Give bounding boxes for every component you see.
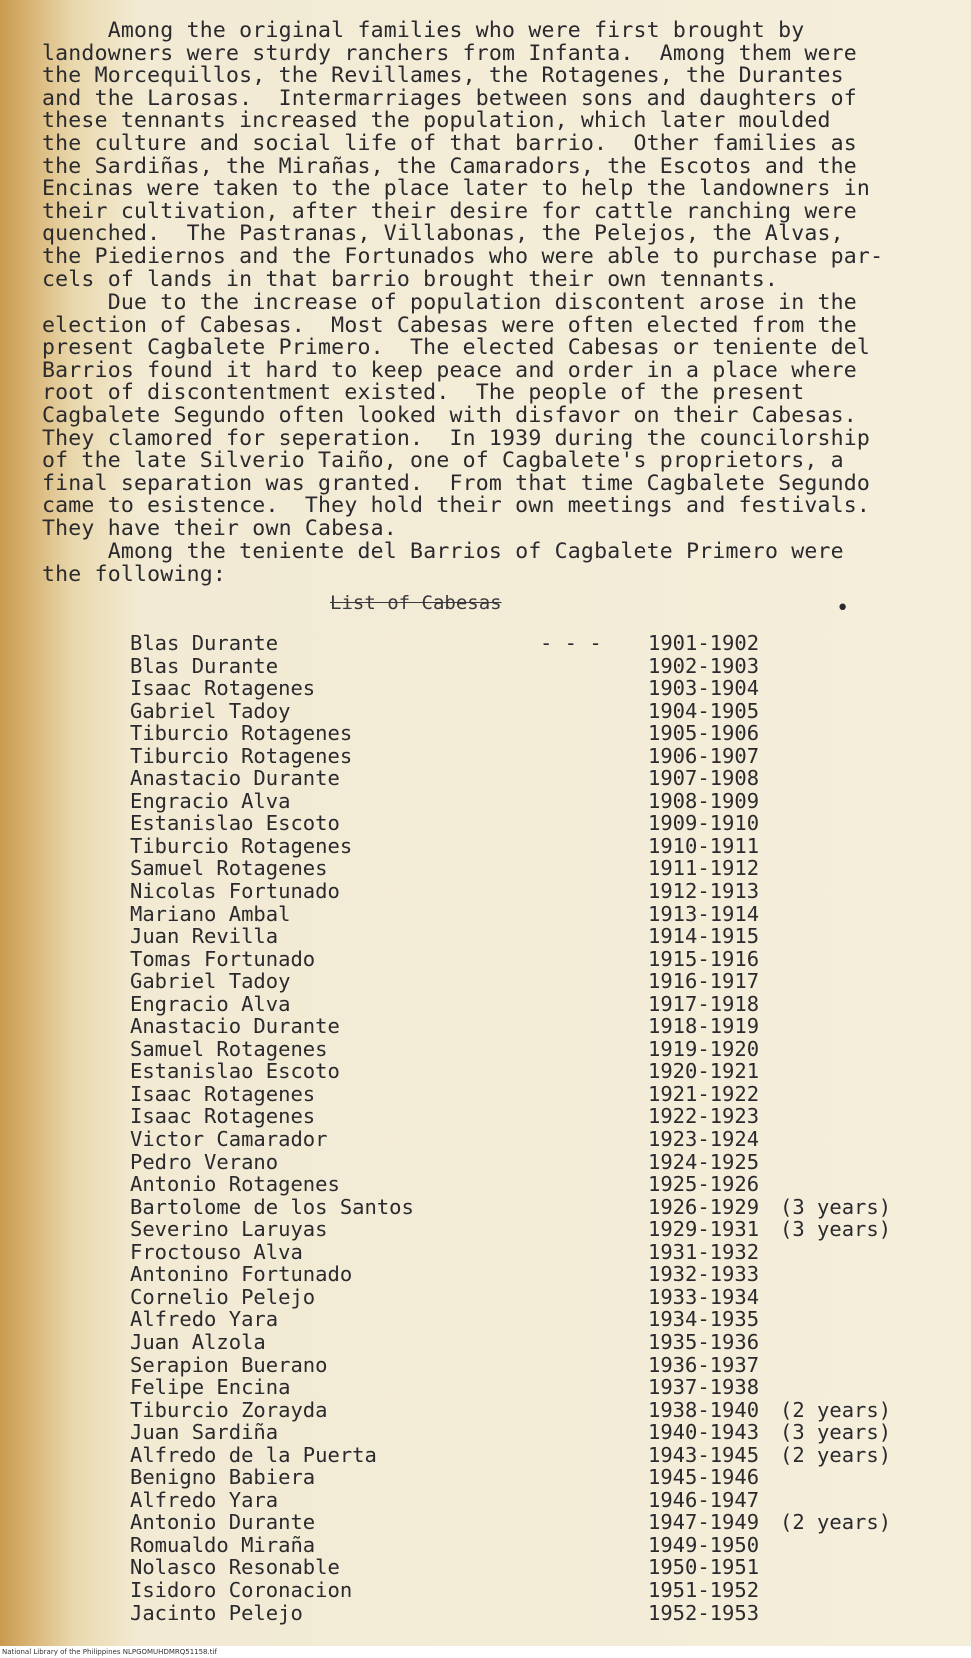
list-item bbox=[120, 1060, 940, 1083]
cabesa-name: Alfredo Yara bbox=[130, 1307, 279, 1332]
term-years: 1940-1943 bbox=[648, 1420, 760, 1445]
cabesa-name: Antonio Rotagenes bbox=[130, 1172, 340, 1197]
term-years: 1906-1907 bbox=[648, 743, 760, 768]
list-item bbox=[120, 722, 940, 745]
cabesa-name: Nicolas Fortunado bbox=[130, 879, 340, 904]
term-years: 1951-1952 bbox=[648, 1577, 760, 1602]
cabesa-name: Tiburcio Rotagenes bbox=[130, 721, 353, 746]
term-years: 1902-1903 bbox=[648, 653, 760, 678]
cabesa-name: Samuel Rotagenes bbox=[130, 856, 328, 881]
term-years: 1923-1924 bbox=[648, 1127, 760, 1152]
term-years: 1932-1933 bbox=[648, 1262, 760, 1287]
list-item bbox=[120, 1263, 940, 1286]
cabesa-name: Samuel Rotagenes bbox=[130, 1036, 328, 1061]
list-item bbox=[120, 745, 940, 768]
list-item bbox=[120, 790, 940, 813]
cabesa-name: Gabriel Tadoy bbox=[130, 698, 291, 723]
list-item bbox=[120, 1579, 940, 1602]
term-years: 1911-1912 bbox=[648, 856, 760, 881]
term-years: 1925-1926 bbox=[648, 1172, 760, 1197]
cabesa-name: Isidoro Coronacion bbox=[130, 1577, 353, 1602]
term-years: 1901-1902 bbox=[648, 631, 760, 655]
term-years: 1950-1951 bbox=[648, 1555, 760, 1580]
cabesa-name: Severino Laruyas bbox=[130, 1217, 328, 1242]
paragraph-list-intro: Among the teniente del Barrios of Cagbalete Primero were the following: bbox=[42, 539, 844, 587]
list-item bbox=[120, 655, 940, 678]
term-years: 1936-1937 bbox=[648, 1352, 760, 1377]
cabesa-name: Nolasco Resonable bbox=[130, 1555, 340, 1580]
paragraph-families: Among the original families who were first brought by landowners were sturdy ranchers from Infanta. Among them were the Morcequillos, the Revillames, the Rotagenes, the Durantes and the Larosas. Intermarriages between sons and daughters of these tennants increased the population, which later moulded the culture and social life of that barrio. Other families as the Sardiñas, the Mirañas, the Camaradors, the Escotos and the Encinas were taken to the place later to help the landowners in their cultivation, after their desire for cattle ranching were quenched. The Pastranas, Villabonas, the Pelejos, the Alvas, the Piediernos and the Fortunados who were able to purchase par- cels of lands in that barrio brought their own tennants. bbox=[42, 18, 884, 292]
list-item bbox=[120, 1399, 940, 1422]
list-item bbox=[120, 970, 940, 993]
list-dash: - - - bbox=[540, 631, 602, 655]
term-years: 1924-1925 bbox=[648, 1149, 760, 1174]
term-years: 1949-1950 bbox=[648, 1532, 760, 1557]
cabesa-name: Alfredo Yara bbox=[130, 1487, 279, 1512]
cabesa-name: Estanislao Escoto bbox=[130, 811, 340, 836]
term-years: 1912-1913 bbox=[648, 879, 760, 904]
list-item bbox=[120, 700, 940, 723]
scan-footer: National Library of the Philippines NLPGOMUHDMRQ51158.tif bbox=[0, 1646, 971, 1658]
term-years: 1922-1923 bbox=[648, 1104, 760, 1129]
term-years: 1904-1905 bbox=[648, 698, 760, 723]
term-note: (2 years) bbox=[780, 1397, 892, 1422]
cabesa-name: Estanislao Escoto bbox=[130, 1059, 340, 1084]
term-years: 1926-1929 bbox=[648, 1194, 760, 1219]
term-years: 1937-1938 bbox=[648, 1375, 760, 1400]
term-years: 1933-1934 bbox=[648, 1284, 760, 1309]
list-item bbox=[120, 1421, 940, 1444]
term-note: (2 years) bbox=[780, 1442, 892, 1467]
cabesa-name: Cornelio Pelejo bbox=[130, 1284, 316, 1309]
cabesa-name: Alfredo de la Puerta bbox=[130, 1442, 377, 1467]
cabesa-name: Blas Durante bbox=[130, 631, 279, 655]
list-item bbox=[120, 1151, 940, 1174]
list-item bbox=[120, 1534, 940, 1557]
term-years: 1907-1908 bbox=[648, 766, 760, 791]
list-item bbox=[120, 835, 940, 858]
list-item bbox=[120, 1173, 940, 1196]
list-item bbox=[120, 880, 940, 903]
paragraph-separation: Due to the increase of population discontent arose in the election of Cabesas. Most Cabesas were often elected from the present Cagbalete Primero. The elected Cabesas or teniente del Barrios found it hard to keep peace and order in a place where root of discontentment existed. The people of the present Cagbalete Segundo often looked with disfavor on their Cabesas. They clamored for seperation. In 1939 during the councilorship of the late Silverio Taiño, one of Cagbalete's proprietors, a final separation was granted. From that time Cagbalete Segundo came to esistence. They hold their own meetings and festivals. They have their own Cabesa. bbox=[42, 290, 871, 541]
cabesa-name: Isaac Rotagenes bbox=[130, 676, 316, 701]
cabesa-name: Anastacio Durante bbox=[130, 766, 340, 791]
cabesa-name: Tomas Fortunado bbox=[130, 946, 316, 971]
term-years: 1915-1916 bbox=[648, 946, 760, 971]
list-item bbox=[120, 1083, 940, 1106]
cabesa-name: Benigno Babiera bbox=[130, 1465, 316, 1490]
list-item bbox=[120, 632, 940, 655]
list-item bbox=[120, 1128, 940, 1151]
cabesa-name: Blas Durante bbox=[130, 653, 279, 678]
list-item bbox=[120, 1308, 940, 1331]
term-years: 1921-1922 bbox=[648, 1081, 760, 1106]
list-heading: List of Cabesas bbox=[330, 592, 502, 614]
term-years: 1910-1911 bbox=[648, 833, 760, 858]
cabesa-list bbox=[120, 632, 940, 1624]
term-years: 1929-1931 bbox=[648, 1217, 760, 1242]
cabesa-name: Mariano Ambal bbox=[130, 901, 291, 926]
cabesa-name: Antonino Fortunado bbox=[130, 1262, 353, 1287]
cabesa-name: Isaac Rotagenes bbox=[130, 1104, 316, 1129]
term-years: 1946-1947 bbox=[648, 1487, 760, 1512]
term-note: (3 years) bbox=[780, 1420, 892, 1445]
cabesa-name: Bartolome de los Santos bbox=[130, 1194, 414, 1219]
cabesa-name: Tiburcio Rotagenes bbox=[130, 743, 353, 768]
term-years: 1919-1920 bbox=[648, 1036, 760, 1061]
cabesa-name: Serapion Buerano bbox=[130, 1352, 328, 1377]
term-years: 1903-1904 bbox=[648, 676, 760, 701]
list-item bbox=[120, 1038, 940, 1061]
list-item bbox=[120, 993, 940, 1016]
list-item bbox=[120, 903, 940, 926]
list-item bbox=[120, 1196, 940, 1219]
term-years: 1909-1910 bbox=[648, 811, 760, 836]
list-item bbox=[120, 677, 940, 700]
list-item bbox=[120, 1286, 940, 1309]
list-item bbox=[120, 1218, 940, 1241]
list-item bbox=[120, 1466, 940, 1489]
list-item bbox=[120, 925, 940, 948]
cabesa-name: Engracio Alva bbox=[130, 788, 291, 813]
term-years: 1938-1940 bbox=[648, 1397, 760, 1422]
cabesa-name: Anastacio Durante bbox=[130, 1014, 340, 1039]
cabesa-name: Tiburcio Zorayda bbox=[130, 1397, 328, 1422]
list-item bbox=[120, 948, 940, 971]
list-item bbox=[120, 1511, 940, 1534]
term-years: 1905-1906 bbox=[648, 721, 760, 746]
cabesa-name: Felipe Encina bbox=[130, 1375, 291, 1400]
cabesa-name: Romualdo Miraña bbox=[130, 1532, 316, 1557]
list-item bbox=[120, 1556, 940, 1579]
term-years: 1934-1935 bbox=[648, 1307, 760, 1332]
term-years: 1908-1909 bbox=[648, 788, 760, 813]
term-years: 1916-1917 bbox=[648, 969, 760, 994]
cabesa-name: Juan Sardiña bbox=[130, 1420, 279, 1445]
term-note: (3 years) bbox=[780, 1217, 892, 1242]
cabesa-name: Engracio Alva bbox=[130, 991, 291, 1016]
term-years: 1935-1936 bbox=[648, 1329, 760, 1354]
term-years: 1914-1915 bbox=[648, 924, 760, 949]
term-years: 1945-1946 bbox=[648, 1465, 760, 1490]
cabesa-name: Antonio Durante bbox=[130, 1510, 316, 1535]
cabesa-name: Gabriel Tadoy bbox=[130, 969, 291, 994]
list-item bbox=[120, 1015, 940, 1038]
list-item bbox=[120, 1354, 940, 1377]
term-years: 1918-1919 bbox=[648, 1014, 760, 1039]
list-item bbox=[120, 1241, 940, 1264]
stray-mark: • bbox=[836, 596, 850, 621]
cabesa-name: Victor Camarador bbox=[130, 1127, 328, 1152]
list-item bbox=[120, 1602, 940, 1625]
cabesa-name: Tiburcio Rotagenes bbox=[130, 833, 353, 858]
list-item bbox=[120, 1105, 940, 1128]
list-item bbox=[120, 767, 940, 790]
list-item bbox=[120, 1331, 940, 1354]
cabesa-name: Froctouso Alva bbox=[130, 1239, 303, 1264]
cabesa-name: Juan Revilla bbox=[130, 924, 279, 949]
term-note: (3 years) bbox=[780, 1194, 892, 1219]
term-years: 1952-1953 bbox=[648, 1600, 760, 1625]
term-note: (2 years) bbox=[780, 1510, 892, 1535]
term-years: 1947-1949 bbox=[648, 1510, 760, 1535]
cabesa-name: Pedro Verano bbox=[130, 1149, 279, 1174]
term-years: 1913-1914 bbox=[648, 901, 760, 926]
term-years: 1943-1945 bbox=[648, 1442, 760, 1467]
term-years: 1920-1921 bbox=[648, 1059, 760, 1084]
cabesa-name: Juan Alzola bbox=[130, 1329, 266, 1354]
cabesa-name: Isaac Rotagenes bbox=[130, 1081, 316, 1106]
list-item bbox=[120, 1444, 940, 1467]
term-years: 1917-1918 bbox=[648, 991, 760, 1016]
term-years: 1931-1932 bbox=[648, 1239, 760, 1264]
list-item bbox=[120, 857, 940, 880]
list-item bbox=[120, 1489, 940, 1512]
list-item bbox=[120, 812, 940, 835]
list-item bbox=[120, 1376, 940, 1399]
cabesa-name: Jacinto Pelejo bbox=[130, 1600, 303, 1625]
